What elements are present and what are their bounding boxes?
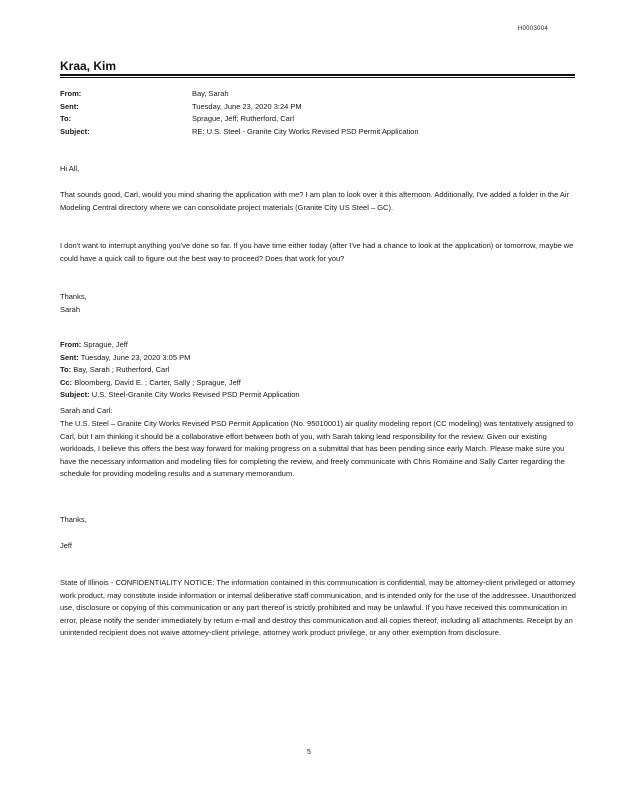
header-rule-thin [60,77,575,78]
subject-value: RE: U.S. Steel - Granite City Works Revised PSD Permit Application [192,126,419,136]
forwarded-paragraph [60,418,578,481]
to-label: To: [60,114,72,123]
confidentiality-notice [60,577,578,640]
sent-value: Tuesday, June 23, 2020 3:24 PM [192,101,302,111]
signoff-name: Sarah [60,304,81,314]
body-paragraph-2 [60,240,578,265]
forwarded-signature [60,540,578,553]
paragraph-text: I don't want to interrupt anything you've done so far. If you have time either today (after I've had a chance to look at the application) or tomorrow, maybe we could have a quick call to figure out the best way to proceed? Does that work for you? [60,241,574,263]
signoff [60,291,578,316]
forwarded-greeting [60,405,578,418]
paragraph-text: That sounds good, Carl, would you mind sharing the application with me? I am plan to look over it this afternoon. Additionally, I've added a folder in the Air Modeling Central directory where we can consolidate project materials (Granite City US Steel – GC). [60,190,570,212]
greeting [60,163,578,176]
signoff-thanks: Thanks, [60,292,87,301]
fwd-from-row [60,339,578,352]
fwd-cc-row [60,377,578,390]
forwarded-paragraph-text: The U.S. Steel – Granite City Works Revised PSD Permit Application (No. 95010001) air quality modeling report (CC modeling) was tentatively assigned to Carl, but I am thinking it should be a collaborative effort between both of you, with Sarah taking lead responsibility for the review. Given our existing workloads, I believe this offers the best way forward for making progress on a submittal that has been pending since early March. Please make sure you have the necessary information and modeling files for completing the review, and freely communicate with Chris Romaine and Sally Carter regarding the schedule for providing modeling results and a summary memorandum. [60,419,574,478]
header-rule [60,74,575,76]
from-value: Bay, Sarah [192,89,229,98]
fwd-subject-value: U.S. Steel-Granite City Works Revised PSD Permit Application [91,390,300,399]
to-value: Sprague, Jeff; Rutherford, Carl [192,114,294,123]
page-number: 5 [307,749,311,756]
fwd-cc-label: Cc: [60,377,73,387]
forwarded-signature-name: Jeff [60,541,72,550]
confidentiality-notice-text: State of Illinois - CONFIDENTIALITY NOTICE: The information contained in this communication is confidential, may be attorney-client privileged or attorney work product, may constitute inside information or internal deliberative staff communication, and is intended only for the use of the addressee. Unauthorized use, disclosure or copying of this communication or any part thereof is strictly prohibited and may be unlawful. If you have received this communication in error, please notify the sender immediately by return e-mail and destroy this communication and all copies thereof, including all attachments. Receipt by an unintended recipient does not waive attorney-client privilege, attorney work product privilege, or any other exemption from disclosure. [60,578,576,637]
sender-name: Kraa, Kim [60,59,117,73]
sent-label: Sent: [60,101,79,111]
bates-number: H0003004 [517,26,548,32]
forwarded-greeting-text: Sarah and Carl: [60,406,113,415]
subject-row [60,126,572,139]
greeting-text: Hi All, [60,164,80,173]
forwarded-header [60,339,578,402]
fwd-from-label: From: [60,340,82,349]
to-row [60,113,572,126]
fwd-to-value: Bay, Sarah ; Rutherford, Carl [73,365,170,374]
forwarded-thanks-text: Thanks, [60,515,87,524]
email-header [60,88,572,138]
from-label: From: [60,89,82,98]
fwd-sent-value: Tuesday, June 23, 2020 3:05 PM [80,352,191,362]
fwd-to-row [60,364,578,377]
from-row [60,88,572,101]
fwd-sent-label: Sent: [60,352,79,362]
forwarded-thanks [60,514,578,527]
fwd-cc-value: Bloomberg, David E. ; Carter, Sally ; Sprague, Jeff [74,377,241,387]
sent-row [60,101,572,114]
fwd-subject-row [60,389,578,402]
subject-label: Subject: [60,126,90,136]
fwd-to-label: To: [60,365,72,374]
fwd-from-value: Sprague, Jeff [83,340,128,349]
fwd-subject-label: Subject: [60,390,90,399]
fwd-sent-row [60,352,578,365]
body-paragraph-1 [60,189,578,214]
